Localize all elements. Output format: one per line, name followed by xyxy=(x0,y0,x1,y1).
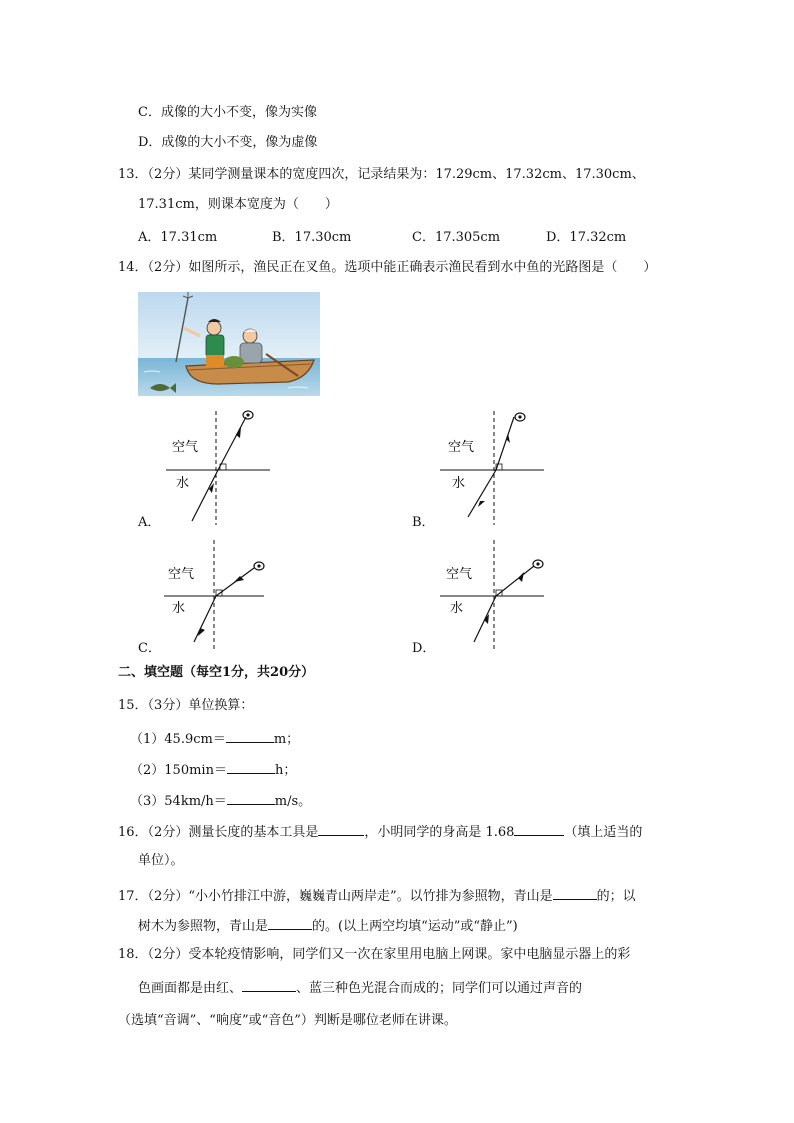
q14-option-a: A． xyxy=(138,515,161,530)
q16-line1: 16．（2分）测量长度的基本工具是 ，小明同学的身高是 1.68 （填上适当的 xyxy=(118,821,642,842)
section-2-title: 二、填空题（每空1分，共20分） xyxy=(118,665,315,680)
blank[interactable] xyxy=(553,885,597,900)
q13-stem-line2: 17.31cm，则课本宽度为（ ） xyxy=(138,197,338,212)
q14-option-d: D． xyxy=(412,641,436,656)
q15-item-1: （1）45.9cm＝ m； xyxy=(130,728,299,749)
q17-line2: 树木为参照物，青山是 的。(以上两空均填“运动”或“静止”) xyxy=(138,915,518,936)
label-air: 空气 xyxy=(172,440,199,455)
label-air: 空气 xyxy=(448,440,475,455)
q18-line2: 色画面都是由红、 、蓝三种色光混合而成的；同学们可以通过声音的 xyxy=(138,977,582,998)
fisherman-illustration xyxy=(138,292,320,396)
q16-line2: 单位）。 xyxy=(138,853,184,868)
q13-stem-line1: 13．（2分）某同学测量课本的宽度四次，记录结果为：17.29cm、17.32cm、17.30cm、 xyxy=(118,167,645,182)
q13-option-c: C．17.305cm xyxy=(412,230,501,245)
q13-option-b: B．17.30cm xyxy=(272,230,352,245)
q13-option-d: D．17.32cm xyxy=(546,230,627,245)
label-air: 空气 xyxy=(446,567,473,582)
label-water: 水 xyxy=(452,476,466,491)
blank[interactable] xyxy=(227,759,275,774)
q14-option-b: B． xyxy=(412,515,435,530)
blank[interactable] xyxy=(226,728,274,743)
q17-line1: 17．（2分）“小小竹排江中游，巍巍青山两岸走”。以竹排为参照物，青山是 的；以 xyxy=(118,885,636,906)
diagram-a xyxy=(150,405,280,534)
diagram-c xyxy=(160,538,290,667)
label-water: 水 xyxy=(172,601,186,616)
label-air: 空气 xyxy=(168,567,195,582)
label-water: 水 xyxy=(176,476,190,491)
blank[interactable] xyxy=(514,821,564,836)
q15-stem: 15．（3分）单位换算： xyxy=(118,698,254,713)
blank[interactable] xyxy=(318,821,364,836)
q18-line3: （选填“音调”、“响度”或“音色”）判断是哪位老师在讲课。 xyxy=(118,1013,457,1028)
label-water: 水 xyxy=(450,601,464,616)
q14-option-c: C． xyxy=(138,641,161,656)
q18-line1: 18．（2分）受本轮疫情影响，同学们又一次在家里用电脑上网课。家中电脑显示器上的彩 xyxy=(118,947,631,962)
q13-option-a: A．17.31cm xyxy=(138,230,218,245)
diagram-d xyxy=(434,538,564,667)
blank[interactable] xyxy=(242,977,296,992)
q14-stem: 14．（2分）如图所示，渔民正在叉鱼。选项中能正确表示渔民看到水中鱼的光路图是（ ） xyxy=(118,260,657,275)
diagram-b xyxy=(426,405,556,534)
q12-option-c: C．成像的大小不变，像为实像 xyxy=(138,105,317,120)
q15-item-2: （2）150min＝ h； xyxy=(130,759,296,780)
blank[interactable] xyxy=(268,915,312,930)
q15-item-3: （3）54km/h＝ m/s。 xyxy=(130,790,311,811)
blank[interactable] xyxy=(227,790,275,805)
q12-option-d: D．成像的大小不变，像为虚像 xyxy=(138,135,318,150)
